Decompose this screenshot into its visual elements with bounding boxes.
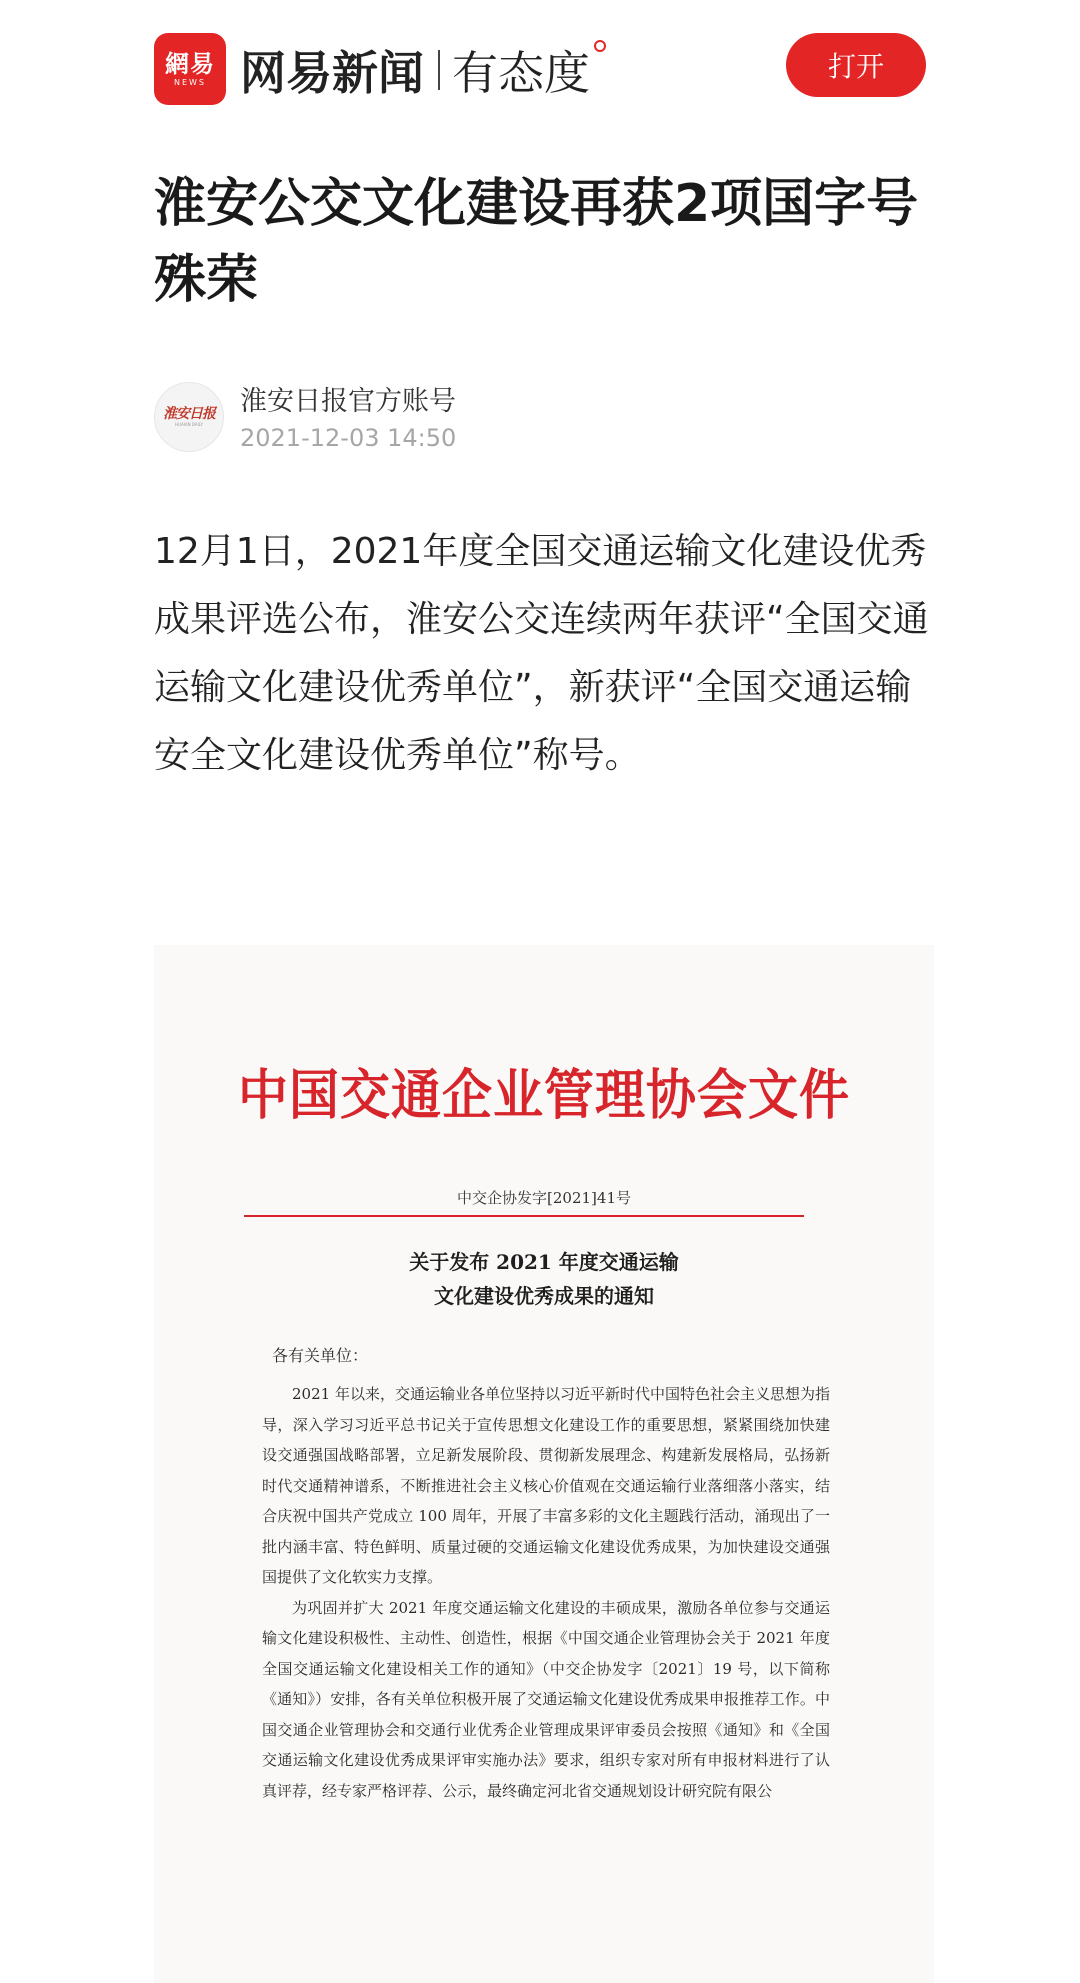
open-app-button[interactable]: 打开 (786, 33, 926, 97)
document-title-line2: 文化建设优秀成果的通知 (434, 1284, 654, 1308)
avatar-subtext: HUAIAN DAILY (175, 422, 203, 427)
document-header: 中国交通企业管理协会文件 (238, 1062, 850, 1127)
document-paragraph: 2021 年以来，交通运输业各单位坚持以习近平新时代中国特色社会主义思想为指导，深入学习习近平总书记关于宣传思想文化建设工作的重要思想，紧紧围绕加快建设交通强国战略部署，立足新发展阶段、贯彻新发展理念、构建新发展格局，弘扬新时代交通精神谱系，不断推进社会主义核心价值观在交通运输行业落细落小落实，结合庆祝中国共产党成立 100 周年，开展了丰富多彩的文化主题践行活动，涌现出了一批内涵丰富、特色鲜明、质量过硬的交通运输文化建设优秀成果，为加快建设交通强国提供了文化软实力支撑。 (262, 1385, 830, 1586)
document-body (262, 1379, 830, 1806)
document-number: 中交企协发字[2021]41号 (457, 1189, 631, 1207)
document-title (154, 1245, 934, 1313)
logo-subtext: NEWS (173, 78, 207, 87)
publish-time: 2021-12-03 14:50 (240, 424, 457, 452)
author-name[interactable]: 淮安日报官方账号 (240, 386, 456, 417)
registered-mark-icon (594, 40, 606, 52)
document-paragraph: 为巩固并扩大 2021 年度交通运输文化建设的丰硕成果，激励各单位参与交通运输文化建设积极性、主动性、创造性，根据《中国交通企业管理协会关于 2021 年度全国交通运输文化建设相关工作的通知》（中交企协发字〔2021〕19 号，以下简称《通知》）安排，各有关单位积极开展了交通运输文化建设优秀成果申报推荐工作。中国交通企业管理协会和交通行业优秀企业管理成果评审委员会按照《通知》和《全国交通运输文化建设优秀成果评审实施办法》要求，组织专家对所有申报材料进行了认真评荐，经专家严格评荐、公示，最终确定河北省交通规划设计研究院有限公 (262, 1598, 830, 1800)
brand-name: 网易新闻 (240, 46, 424, 100)
article-title: 淮安公交文化建设再获2项国字号殊荣 (154, 174, 919, 310)
logo-text: 網易 (165, 49, 215, 78)
netease-logo-icon[interactable] (154, 33, 226, 105)
author-avatar[interactable] (154, 382, 224, 452)
document-red-rule (244, 1215, 804, 1217)
brand-slogan: 有态度 (452, 46, 590, 100)
article-lead-paragraph: 12月1日，2021年度全国交通运输文化建设优秀成果评选公布，淮安公交连续两年获评“全国交通运输文化建设优秀单位”，新获评“全国交通运输安全文化建设优秀单位”称号。 (154, 531, 929, 776)
brand-divider (438, 50, 440, 90)
app-header (0, 0, 1080, 140)
document-salutation: 各有关单位： (272, 1346, 369, 1365)
brand-wordmark (240, 38, 606, 102)
avatar-text: 淮安日报 (163, 406, 215, 422)
document-image[interactable] (154, 945, 934, 1983)
document-title-line1: 关于发布 2021 年度交通运输 (409, 1250, 679, 1274)
